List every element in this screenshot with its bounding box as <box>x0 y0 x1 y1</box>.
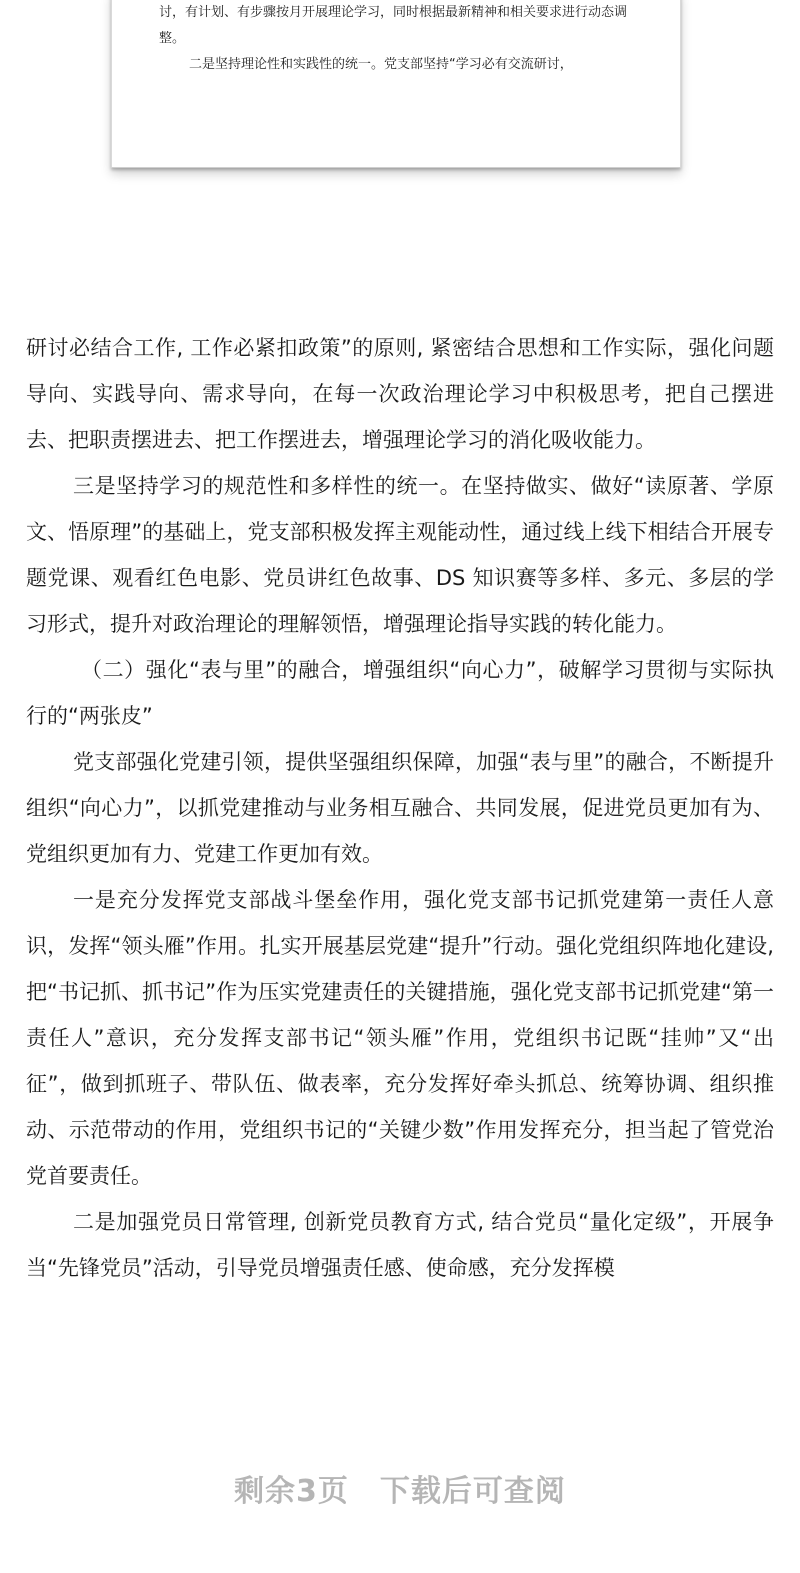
body-paragraph-3: 党支部强化党建引领，提供坚强组织保障，加强“表与里”的融合，不断提升组织“向心力”，以抓党建推动与业务相互融合、共同发展，促进党员更加有为、党组织更加有力、党建工作更加有效。 <box>26 750 774 866</box>
body-paragraph-1: 研讨必结合工作, 工作必紧扣政策”的原则, 紧密结合思想和工作实际，强化问题导向、实践导向、需求导向，在每一次政治理论学习中积极思考，把自己摆进去、把职责摆进去、把工作摆进去，增强理论学习的消化吸收能力。 <box>26 336 774 452</box>
body-paragraph-2: 三是坚持学习的规范性和多样性的统一。在坚持做实、做好“读原著、学原文、悟原理”的基础上，党支部积极发挥主观能动性，通过线上线下相结合开展专题党课、观看红色电影、党员讲红色故事、DS 知识赛等多样、多元、多层的学习形式，提升对政治理论的理解领悟，增强理论指导实践的转化能力。 <box>26 474 774 636</box>
preview-paragraph-2: 二是坚持理论性和实践性的统一。党支部坚持“学习必有交流研讨， <box>189 57 573 72</box>
page-preview-card <box>111 0 681 168</box>
body-paragraph-5: 二是加强党员日常管理, 创新党员教育方式, 结合党员“量化定级”，开展争当“先锋党员”活动，引导党员增强责任感、使命感，充分发挥模 <box>26 1210 774 1280</box>
section-heading: （二）强化“表与里”的融合，增强组织“向心力”，破解学习贯彻与实际执行的“两张皮” <box>26 658 774 728</box>
document-body <box>26 325 774 1291</box>
body-paragraph-4: 一是充分发挥党支部战斗堡垒作用，强化党支部书记抓党建第一责任人意识，发挥“领头雁”作用。扎实开展基层党建“提升”行动。强化党组织阵地化建设, 把“书记抓、抓书记”作为压实党建责任的关键措施，强化党支部书记抓党建“第一责任人”意识，充分发挥支部书记“领头雁”作用，党组织书记既“挂帅”又“出征”，做到抓班子、带队伍、做表率，充分发挥好牵头抓总、统筹协调、组织推动、示范带动的作用，党组织书记的“关键少数”作用发挥充分，担当起了管党治党首要责任。 <box>26 888 774 1188</box>
preview-paragraph-1: 讨，有计划、有步骤按月开展理论学习，同时根据最新精神和相关要求进行动态调整。 <box>159 5 628 46</box>
remaining-pages-banner[interactable]: 剩余3页 下载后可查阅 <box>234 1474 566 1509</box>
